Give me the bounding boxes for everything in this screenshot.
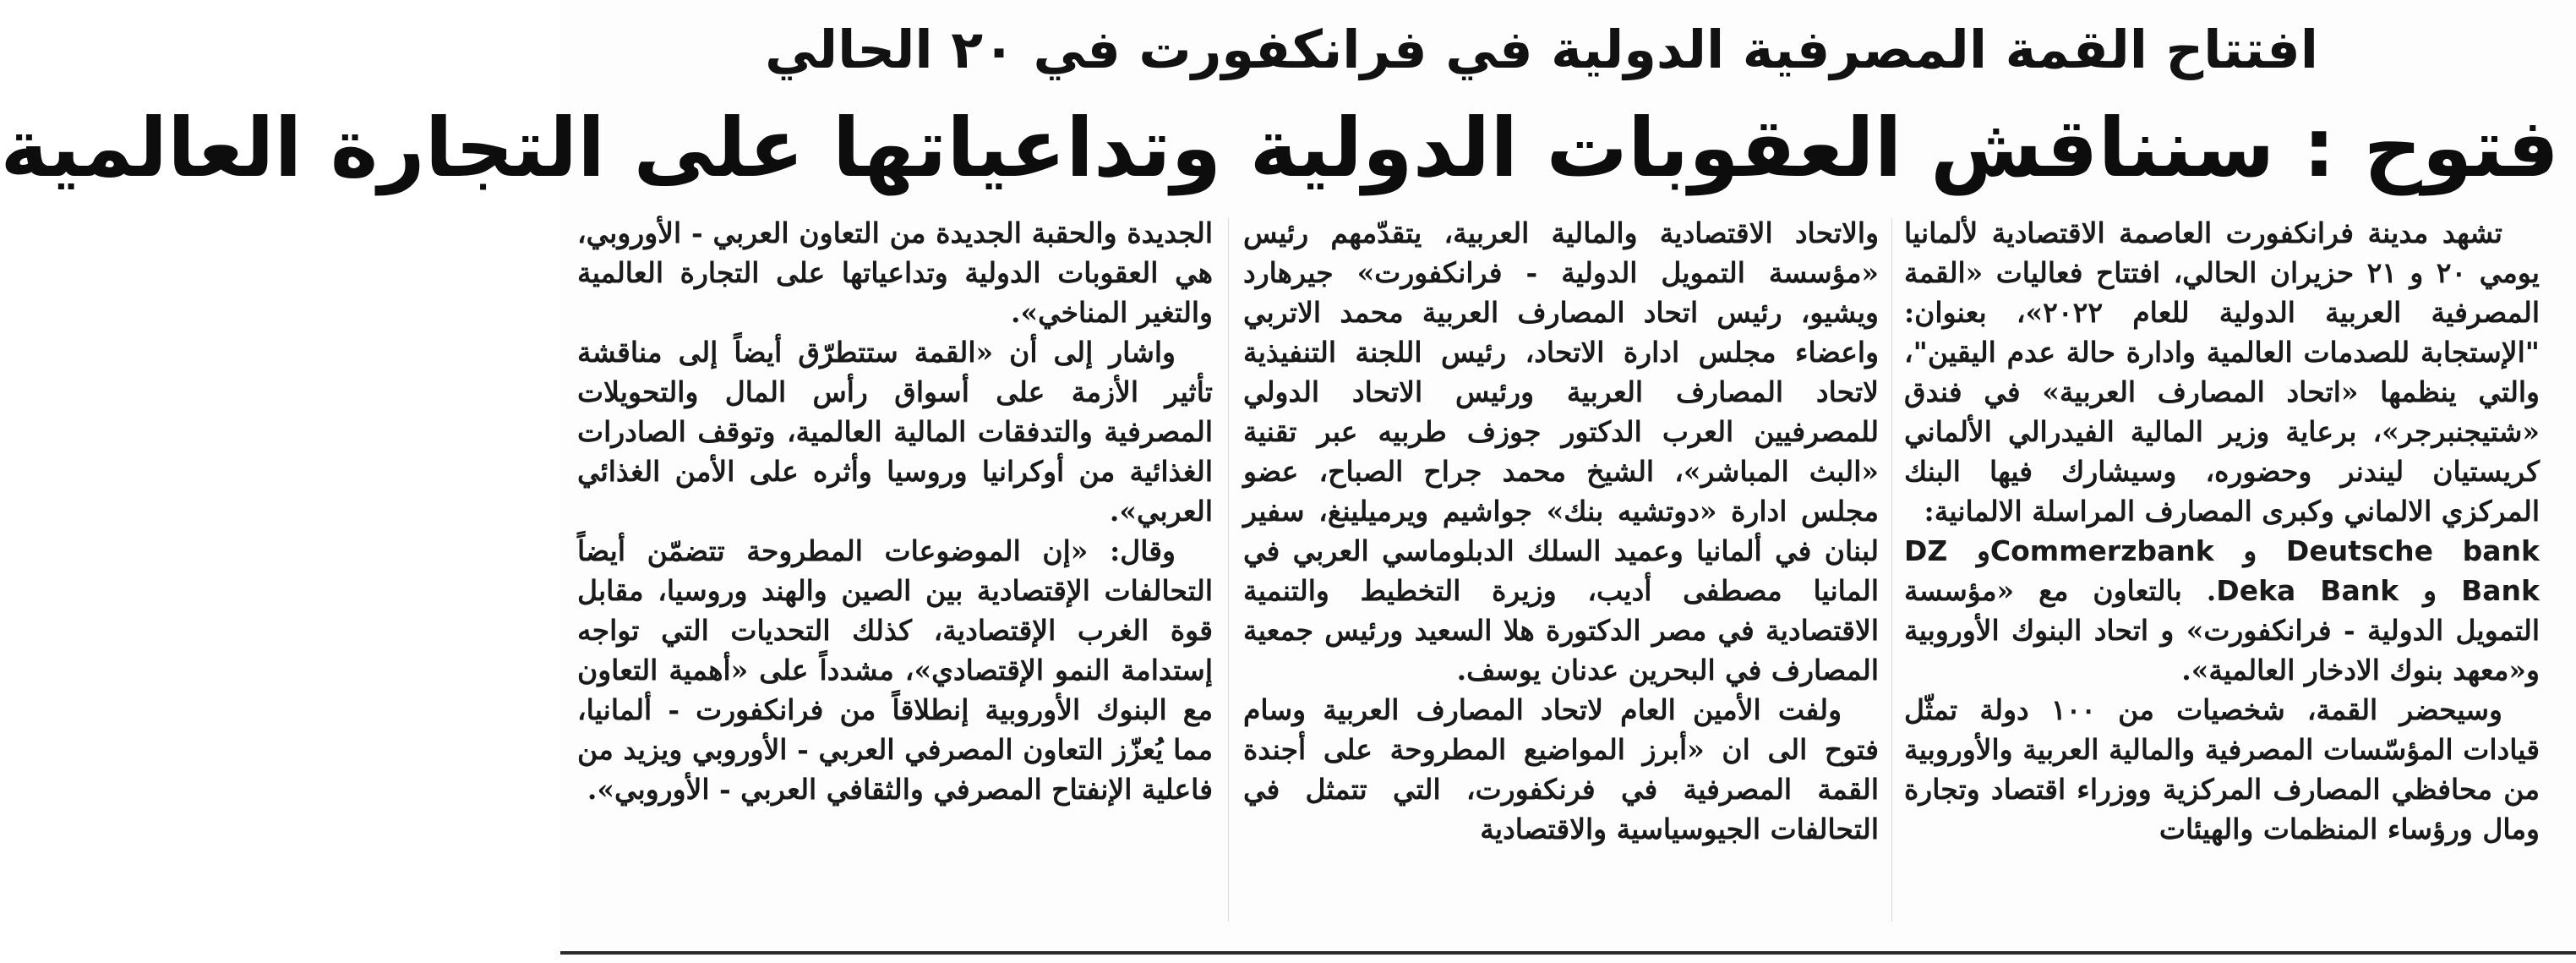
bottom-rule [560,951,2576,955]
bank-separator-3: و [2399,574,2462,607]
column-2-paragraph-1: والاتحاد الاقتصادية والمالية العربية، يتقدّمهم رئيس «مؤسسة التمويل الدولية - فرانكفورت» جيرهارد ويشيو، رئيس اتحاد المصارف العربية محمد الاتربي واعضاء مجلس ادارة الاتحاد، رئيس اللجنة التنفيذية لاتحاد المصارف العربية ورئيس الاتحاد الدولي للمصرفيين العرب الدكتور جوزف طربيه عبر تقنية «البث المباشر»، الشيخ محمد جراح الصباح، عضو مجلس ادارة «دوتشيه بنك» جواشيم ويرميلينغ، سفير لبنان في ألمانيا وعميد السلك الدبلوماسي العربي في المانيا مصطفى أديب، وزيرة التخطيط والتنمية الاقتصادية في مصر الدكتورة هلا السعيد ورئيس جمعية المصارف في البحرين عدنان يوسف. [1243,216,1879,687]
bank-name-deka: Deka Bank [2216,574,2399,607]
bank-separator-2: و [1947,534,1990,567]
article-column-1 [1904,213,2540,932]
column-3-paragraph-1: الجديدة والحقبة الجديدة من التعاون العربي - الأوروبي، هي العقوبات الدولية وتداعياتها على التجارة العالمية والتغير المناخي». [577,216,1213,329]
column-1-paragraph-2: وسيحضر القمة، شخصيات من ١٠٠ دولة تمثّل قيادات المؤسّسات المصرفية والمالية العربية والأوروبية من محافظي المصارف المركزية ووزراء اقتصاد وتجارة ومال ورؤساء المنظمات والهيئات [1904,693,2540,845]
column-3-paragraph-2: واشار إلى أن «القمة ستتطرّق أيضاً إلى مناقشة تأثير الأزمة على أسواق رأس المال والتحويلات المصرفية والتدفقات المالية العالمية، وتوقف الصادرات الغذائية من أوكرانيا وروسيا وأثره على الأمن الغذائي العربي». [577,336,1213,528]
bank-name-commerzbank: Commerzbank [1989,534,2214,567]
article-kicker: افتتاح القمة المصرفية الدولية في فرانكفورت في ٢٠ الحالي [765,19,2318,80]
column-2-paragraph-2: ولفت الأمين العام لاتحاد المصارف العربية وسام فتوح الى ان «أبرز المواضيع المطروحة على أجندة القمة المصرفية في فرنكفورت، التي تتمثل في التحالفات الجيوسياسية والاقتصادية [1243,693,1879,845]
column-divider [1891,218,1892,922]
column-1-paragraph-1-text: تشهد مدينة فرانكفورت العاصمة الاقتصادية لألمانيا يومي ٢٠ و ٢١ حزيران الحالي، افتتاح فعاليات «القمة المصرفية العربية الدولية للعام ٢٠٢٢»، بعنوان: "الإستجابة للصدمات العالمية وادارة حالة عدم اليقين"، والتي ينظمها «اتحاد المصارف العربية» في فندق «شتيجنبرجر»، برعاية وزير المالية الفيدرالي الألماني كريستيان ليندنر وحضوره، وسيشارك فيها البنك المركزي الالماني وكبرى المصارف المراسلة الالمانية: [1904,216,2540,528]
column-1-paragraph-1 [1904,213,2540,690]
column-1-paragraph-1-tail: . بالتعاون مع «مؤسسة التمويل الدولية - فرانكفورت» و اتحاد البنوك الأوروبية و«معهد بنوك الادخار العالمية». [1904,574,2540,687]
article-column-3 [577,213,1213,932]
bank-name-deutsche: Deutsche bank [2285,534,2540,567]
column-divider [1228,218,1229,922]
article-column-2 [1243,213,1879,932]
bank-name-dz: DZ Bank [1904,534,2540,607]
bank-separator-1: و [2213,534,2286,567]
column-3-paragraph-3: وقال: «إن الموضوعات المطروحة تتضمّن أيضاً التحالفات الإقتصادية بين الصين والهند وروسيا، مقابل قوة الغرب الإقتصادية، كذلك التحديات التي تواجه إستدامة النمو الإقتصادي»، مشدداً على «أهمية التعاون مع البنوك الأوروبية إنطلاقاً من فرانكفورت - ألمانيا، مما يُعزّز التعاون المصرفي العربي - الأوروبي ويزيد من فاعلية الإنفتاح المصرفي والثقافي العربي - الأوروبي». [577,534,1213,806]
article-headline: فتوح : سنناقش العقوبات الدولية وتداعياتها على التجارة العالمية [0,101,2559,195]
